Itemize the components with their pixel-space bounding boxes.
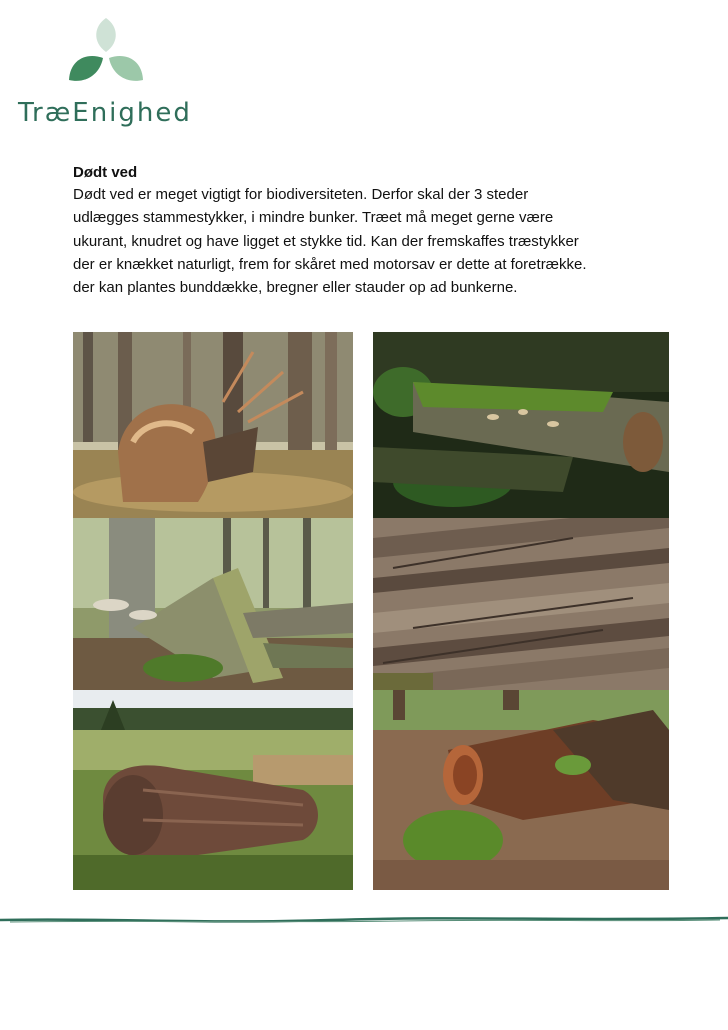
photo-meadow-log	[73, 690, 353, 890]
section-heading: Dødt ved	[73, 164, 138, 181]
three-leaf-logo-icon	[66, 16, 146, 90]
body-line: ukurant, knudret og have ligget et stykke tid. Kan der fremskaffes træstykker	[73, 232, 579, 250]
section-body	[73, 183, 673, 299]
section	[73, 164, 673, 299]
photo-bark-closeup	[373, 518, 669, 690]
photo-mossy-log	[373, 332, 669, 518]
photo-fungus-logs	[73, 518, 353, 690]
brush-divider	[0, 908, 728, 926]
photo-hollow-log	[373, 690, 669, 890]
brand-name: TræEnighed	[18, 98, 192, 128]
body-line: der kan plantes bunddække, bregner eller stauder op ad bunkerne.	[73, 279, 518, 297]
brand-logo	[18, 16, 198, 126]
photo-broken-stump	[73, 332, 353, 518]
body-line: der er knækket naturligt, frem for skåret med motorsav er dette at foretrække.	[73, 255, 587, 273]
body-line: Dødt ved er meget vigtigt for biodiversiteten. Derfor skal der 3 steder	[73, 186, 529, 203]
body-line: udlægges stammestykker, i mindre bunker. Træet må meget gerne være	[73, 209, 554, 227]
